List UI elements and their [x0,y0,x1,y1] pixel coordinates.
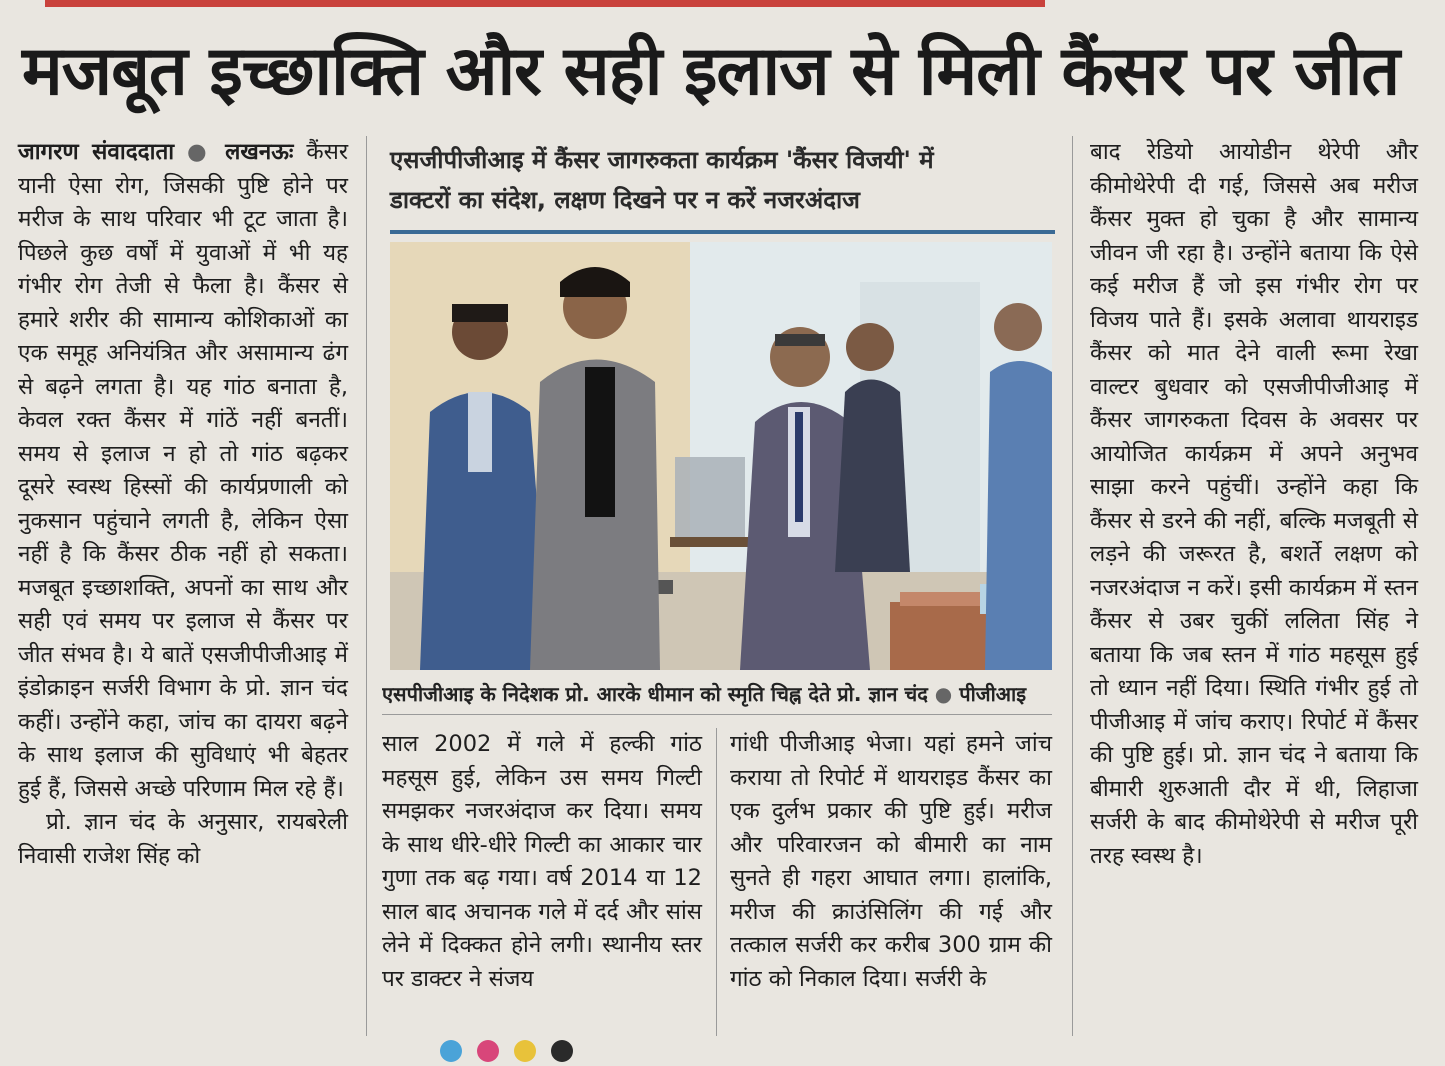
bullet-dot-icon: ● [186,139,213,165]
top-accent-bar [45,0,1045,7]
article-column-2a [382,728,702,996]
subheadline-line-2: डाक्टरों का संदेश, लक्षण दिखने पर न करें नजरअंदाज [390,186,860,214]
photo-credit: पीजीआइ [959,682,1027,706]
color-dot-icon [477,1040,499,1062]
headline: मजबूत इच्छाक्ति और सही इलाज से मिली कैंसर पर जीत [22,32,1400,111]
paragraph-text: कैंसर यानी ऐसा रोग, जिसकी पुष्टि होने पर मरीज के साथ परिवार भी टूट जाता है। पिछले कुछ वर्षों में युवाओं में भी यह गंभीर रोग तेजी से फैला है। कैंसर से हमारे शरीर की सामान्य कोशिकाओं का एक समूह अनियंत्रित और असामान्य ढंग से बढ़ने लगता है। यह गांठ बनाता है, केवल रक्त कैंसर में गांठें नहीं बनतीं। समय से इलाज न हो तो गांठ बढ़कर दूसरे स्वस्थ हिस्सों की कार्यप्रणाली को नुकसान पहुंचाने लगती है, लेकिन ऐसा नहीं है कि कैंसर ठीक नहीं हो सकता। मजबूत इच्छाशक्ति, अपनों का साथ और सही एवं समय पर इलाज से कैंसर पर जीत संभव है। ये बातें एसजीपीजीआइ में इंडोक्राइन सर्जरी विभाग के प्रो. ज्ञान चंद कहीं। उन्होंने कहा, जांच का दायरा बढ़ने के साथ इलाज की सुविधाएं भी बेहतर हुई हैं, जिससे अच्छे परिणाम मिल रहे हैं। [18,139,349,802]
paragraph: प्रो. ज्ञान चंद के अनुसार, रायबरेली निवासी राजेश सिंह को [18,809,348,869]
color-dot-icon [514,1040,536,1062]
subheadline [390,140,1050,220]
article-column-3 [1090,136,1418,873]
photo-caption [382,678,1052,710]
color-dot-icon [440,1040,462,1062]
caption-rule [382,714,1052,715]
subheadline-rule [390,230,1055,234]
color-dot-icon [551,1040,573,1062]
article-column-1 [18,136,348,873]
event-photo [390,242,1052,670]
paragraph [18,136,348,806]
photo-caption-text: एसपीजीआइ के निदेशक प्रो. आरके धीमान को स्मृति चिह्न देते प्रो. ज्ञान चंद [382,682,928,706]
paragraph: गांधी पीजीआइ भेजा। यहां हमने जांच कराया तो रिपोर्ट में थायराइड कैंसर का एक दुर्लभ प्रकार की पुष्टि हुई। मरीज और परिवारजन को बीमारी का नाम सुनते ही गहरा आघात लगा। हालांकि, मरीज की क्राउंसिलिंग की गई और तत्काल सर्जरी कर करीब 300 ग्राम की गांठ को निकाल दिया। सर्जरी के [730,731,1052,992]
column-divider [366,136,367,1036]
paragraph: साल 2002 में गले में हल्की गांठ महसूस हुई, लेकिन उस समय गिल्टी समझकर नजरअंदाज कर दिया। समय के साथ धीरे-धीरे गिल्टी का आकार चार गुणा तक बढ़ गया। वर्ष 2014 या 12 साल बाद अचानक गले में दर्द और सांस लेने में दिक्कत होने लगी। स्थानीय स्तर पर डाक्टर ने संजय [382,731,702,992]
article-column-2b [730,728,1052,996]
paragraph: बाद रेडियो आयोडीन थेरेपी और कीमोथेरेपी दी गई, जिससे अब मरीज कैंसर मुक्त हो चुका है और सामान्य जीवन जी रहा है। उन्होंने बताया कि ऐसे कई मरीज हैं जो इस गंभीर रोग पर विजय पाते हैं। इसके अलावा थायराइड कैंसर को मात देने वाली रूमा रेखा वाल्टर बुधवार को एसजीपीजीआइ में कैंसर जागरुकता दिवस के अवसर पर आयोजित कार्यक्रम में अपने अनुभव साझा करने पहुंचीं। उन्होंने कहा कि कैंसर से डरने की नहीं, बल्कि मजबूती से लड़ने की जरूरत है, बशर्ते लक्षण को नजरअंदाज न करें। इसी कार्यक्रम में स्तन कैंसर से उबर चुकीं ललिता सिंह ने बताया कि जब स्तन में गांठ महसूस हुई तो ध्यान नहीं दिया। स्थिति गंभीर हुई तो पीजीआइ में जांच कराए। रिपोर्ट में कैंसर की पुष्टि हुई। प्रो. ज्ञान चंद ने बताया कि बीमारी शुरुआती दौर में थी, लिहाजा सर्जरी के बाद कीमोथेरेपी से मरीज पूरी तरह स्वस्थ है। [1090,139,1418,869]
subheadline-line-1: एसजीपीजीआइ में कैंसर जागरुकता कार्यक्रम 'कैंसर विजयी' में [390,146,934,174]
dateline-location: लखनऊः [225,139,294,165]
footer-color-dots [440,1040,583,1066]
bullet-dot-icon: ● [934,682,953,706]
column-divider [716,728,717,1036]
column-divider [1072,136,1073,1036]
event-photo-illustration [390,242,1052,670]
byline: जागरण संवाददाता [18,139,175,165]
